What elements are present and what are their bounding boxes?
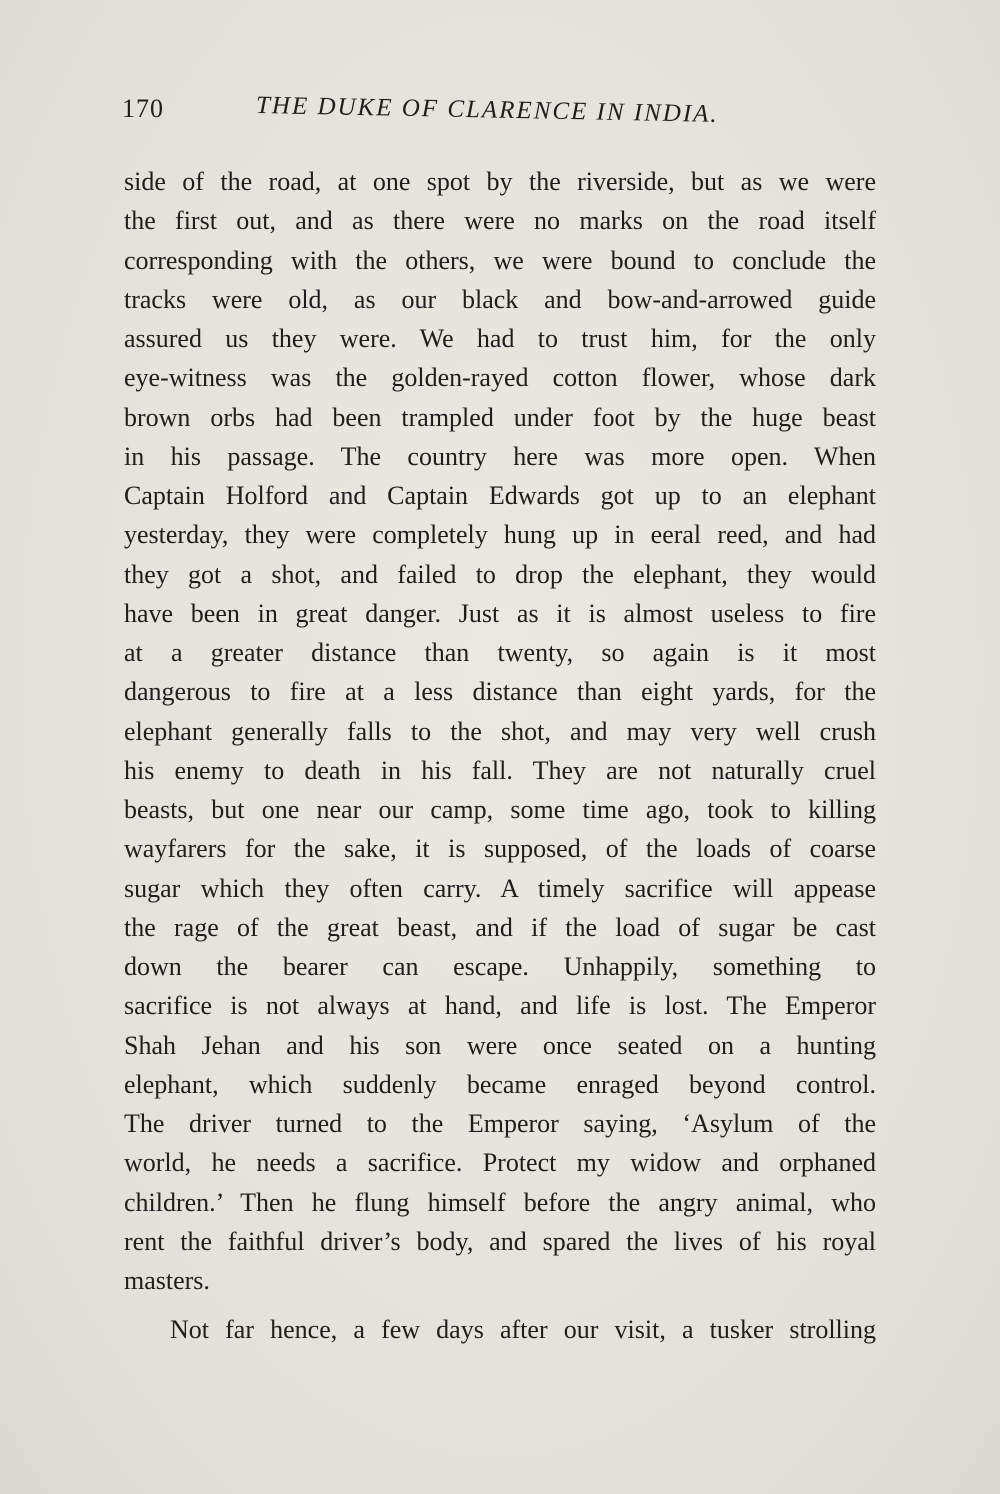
text-line: sacrifice is not always at hand, and life is lost. The Emperor <box>124 991 876 1021</box>
text-line: brown orbs had been trampled under foot by the huge beast <box>124 402 876 432</box>
running-head <box>122 92 882 132</box>
text-line: rent the faithful driver’s body, and spared the lives of his royal <box>124 1226 876 1256</box>
text-line: they got a shot, and failed to drop the elephant, they would <box>124 559 876 589</box>
text-line: sugar which they often carry. A timely sacrifice will appease <box>124 873 876 903</box>
text-line: tracks were old, as our black and bow-and-arrowed guide <box>124 284 876 314</box>
text-line: dangerous to fire at a less distance than eight yards, for the <box>124 677 876 707</box>
text-line: The driver turned to the Emperor saying, ‘Asylum of the <box>124 1109 876 1138</box>
text-line: assured us they were. We had to trust him, for the only <box>124 324 876 353</box>
text-line: side of the road, at one spot by the riverside, but as we were <box>124 167 876 196</box>
text-line: elephant generally falls to the shot, and may very well crush <box>124 716 876 746</box>
text-line: world, he needs a sacrifice. Protect my widow and orphaned <box>124 1148 876 1178</box>
text-line: the first out, and as there were no marks on the road itself <box>124 206 876 236</box>
paragraphs <box>124 162 876 1350</box>
text-line: elephant, which suddenly became enraged beyond control. <box>124 1069 876 1099</box>
text-line: Captain Holford and Captain Edwards got up to an elephant <box>124 481 876 510</box>
text-line: his enemy to death in his fall. They are not naturally cruel <box>124 755 876 785</box>
text-line: yesterday, they were completely hung up in eeral reed, and had <box>124 520 876 550</box>
text-line: have been in great danger. Just as it is almost useless to fire <box>124 598 876 628</box>
paragraph <box>124 1310 876 1349</box>
text-line: Not far hence, a few days after our visit, a tusker strolling <box>170 1315 876 1345</box>
text-line: the rage of the great beast, and if the load of sugar be cast <box>124 912 876 942</box>
text-line: down the bearer can escape. Unhappily, something to <box>124 952 876 981</box>
text-line: eye-witness was the golden-rayed cotton flower, whose dark <box>124 363 876 393</box>
page-number: 170 <box>122 94 164 123</box>
text-line: masters. <box>124 1266 210 1295</box>
text-line: Shah Jehan and his son were once seated on a hunting <box>124 1030 876 1060</box>
text-line: in his passage. The country here was more open. When <box>124 441 876 471</box>
running-title: THE DUKE OF CLARENCE IN INDIA. <box>255 92 719 128</box>
paragraph <box>124 162 876 1300</box>
text-line: children.’ Then he flung himself before the angry animal, who <box>124 1187 876 1217</box>
text-line: wayfarers for the sake, it is supposed, of the loads of coarse <box>124 834 876 864</box>
body-text <box>124 162 876 1350</box>
text-line: beasts, but one near our camp, some time ago, took to killing <box>124 795 876 824</box>
text-line: corresponding with the others, we were bound to conclude the <box>124 245 876 275</box>
text-line: at a greater distance than twenty, so again is it most <box>124 638 876 667</box>
